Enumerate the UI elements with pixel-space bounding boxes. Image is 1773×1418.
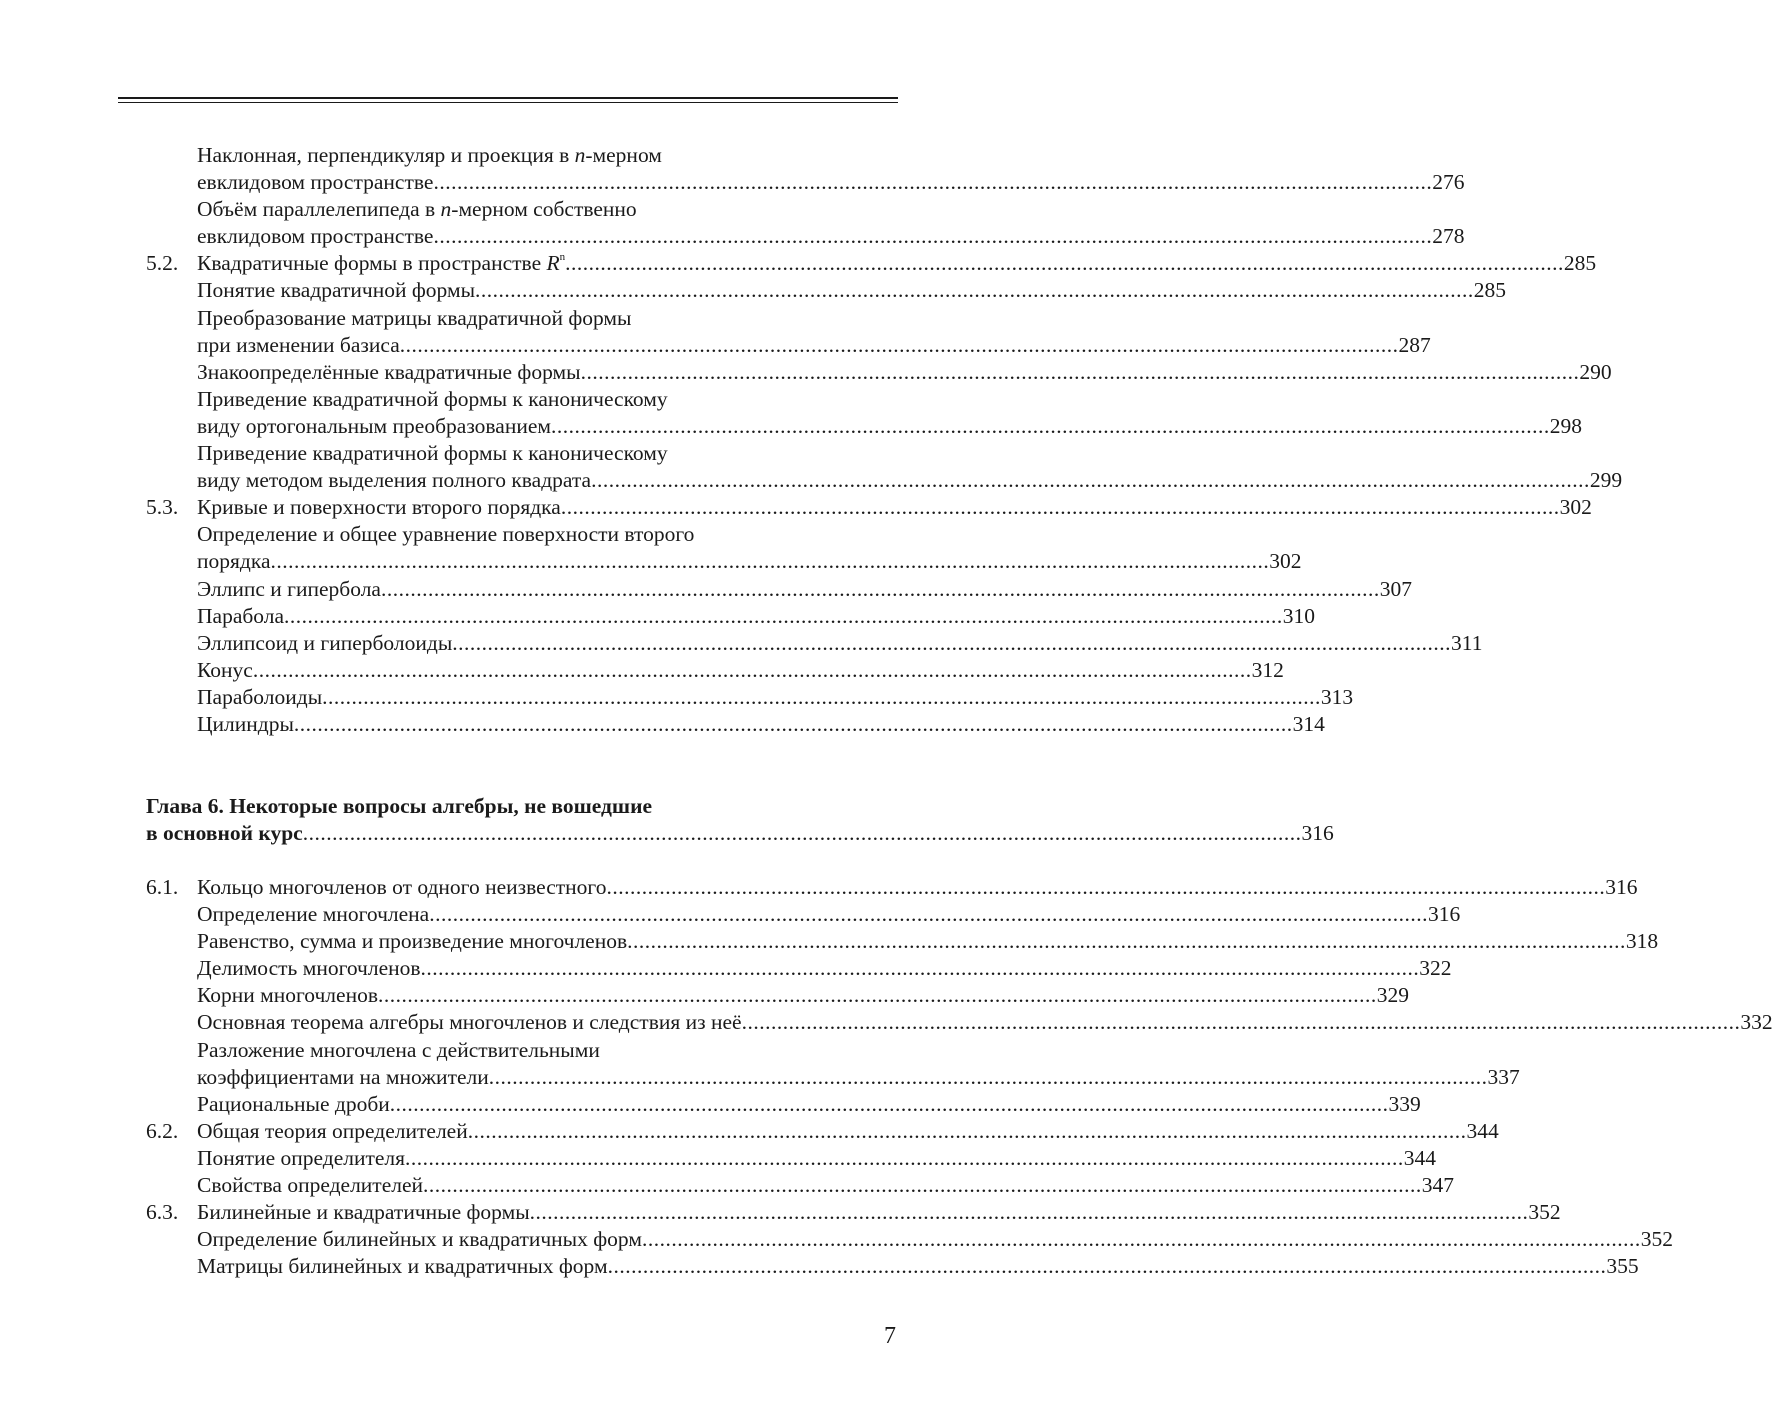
dot-leader: ..........................................................................................................................................................................: [284, 603, 1283, 628]
toc-entry-text: Определение многочлена: [197, 901, 429, 928]
dot-leader: ..........................................................................................................................................................................: [429, 902, 1428, 927]
toc-entry-line[interactable]: [146, 1226, 1673, 1253]
toc-entry-line[interactable]: [146, 630, 1483, 657]
toc-page-number: 311: [1451, 630, 1483, 655]
toc-page-number: 285: [1563, 251, 1597, 276]
toc-section-5-2[interactable]: [146, 250, 1597, 277]
dot-leader: ..........................................................................................................................................................................: [452, 630, 1452, 655]
section-number: 6.3.: [146, 1200, 179, 1225]
toc-page-number: 316: [1301, 821, 1334, 846]
dot-leader: ..........................................................................................................................................................................: [488, 1064, 1488, 1089]
toc-entry-line[interactable]: [146, 928, 1659, 955]
dot-leader: ..........................................................................................................................................................................: [551, 413, 1550, 438]
toc-entry-text: при изменении базиса: [197, 332, 400, 359]
section-title: Кольцо многочленов от одного неизвестного: [197, 874, 606, 901]
toc-page-number: 352: [1640, 1227, 1673, 1252]
toc-entry-line[interactable]: [146, 277, 1507, 304]
toc-entry-line[interactable]: [146, 1172, 1455, 1199]
dot-leader: ..........................................................................................................................................................................: [580, 359, 1580, 384]
toc-entry-text: Делимость многочленов: [197, 955, 421, 982]
toc-entry-line[interactable]: [146, 603, 1316, 630]
toc-page-number: 298: [1549, 413, 1583, 438]
toc-entry-text: порядка: [197, 548, 271, 575]
section-number: 6.1.: [146, 875, 179, 899]
toc-page-number: 347: [1421, 1173, 1455, 1198]
toc-entry-text: Конус: [197, 657, 253, 684]
toc-page-number: 302: [1559, 495, 1592, 520]
toc-entry-line: [146, 305, 856, 332]
toc-page-number: 278: [1432, 224, 1465, 249]
section-number: 5.3.: [146, 495, 179, 520]
toc-page-number: 355: [1606, 1254, 1639, 1279]
toc-page-number: 313: [1320, 684, 1354, 709]
chapter-title: Глава 6. Некоторые вопросы алгебры, не вошедшие: [146, 794, 652, 818]
dot-leader: ..........................................................................................................................................................................: [399, 332, 1399, 357]
toc-page-number: 339: [1388, 1091, 1421, 1116]
toc-entry-line: [146, 521, 856, 548]
toc-entry-line: [146, 440, 856, 467]
dot-leader: ..........................................................................................................................................................................: [433, 224, 1433, 249]
toc-page-number: 332: [1740, 1010, 1773, 1035]
chapter-title-line: [146, 793, 856, 820]
toc-entry-line[interactable]: [146, 711, 1325, 738]
section-title: Билинейные и квадратичные формы: [197, 1199, 530, 1226]
dot-leader: ..........................................................................................................................................................................: [565, 251, 1564, 276]
dot-leader: ..........................................................................................................................................................................: [467, 1118, 1467, 1143]
header-rule-thin: [118, 102, 898, 103]
dot-leader: ..........................................................................................................................................................................: [591, 468, 1590, 493]
toc-entry-line[interactable]: [146, 982, 1409, 1009]
section-title: Квадратичные формы в пространстве: [197, 251, 542, 276]
toc-page-number: 316: [1605, 875, 1638, 899]
dot-leader: ..........................................................................................................................................................................: [607, 1254, 1607, 1279]
toc-entry-line[interactable]: [146, 1009, 1773, 1036]
toc-entry-text: Эллипсоид и гиперболоиды: [197, 630, 452, 657]
toc-entry-line[interactable]: [146, 169, 1465, 196]
toc-page-number: 318: [1625, 929, 1659, 954]
toc-entry-text: Разложение многочлена с действительными: [197, 1037, 600, 1062]
toc-page-number: 312: [1251, 657, 1284, 682]
toc-page-number: 337: [1487, 1064, 1520, 1089]
toc-entry-text: Рациональные дроби: [197, 1091, 390, 1118]
toc-entry-line[interactable]: [146, 1064, 1520, 1091]
toc-entry-line[interactable]: [146, 576, 1412, 603]
math-R: R: [546, 251, 560, 276]
toc-entry-text: -мерном: [585, 143, 662, 167]
toc-entry-text: Знакоопределённые квадратичные формы: [197, 359, 581, 386]
toc-entry-text: виду ортогональным преобразованием: [197, 413, 551, 440]
dot-leader: ..........................................................................................................................................................................: [433, 170, 1433, 195]
toc-entry-line: [146, 386, 856, 413]
toc-entry-text: Понятие определителя: [197, 1145, 405, 1172]
toc-entry-text: Определение билинейных и квадратичных форм: [197, 1226, 642, 1253]
toc-entry-line: [146, 1037, 856, 1064]
toc-page-number: 276: [1432, 170, 1465, 195]
toc-entry-line[interactable]: [146, 955, 1452, 982]
dot-leader: ..........................................................................................................................................................................: [293, 711, 1293, 736]
toc-entry-text: евклидовом пространстве: [197, 169, 433, 196]
toc-entry-text: Цилиндры: [197, 711, 294, 738]
toc-entry-text: Приведение квадратичной формы к каноническому: [197, 441, 668, 466]
toc-entry-line[interactable]: [146, 1145, 1437, 1172]
toc-entry-line[interactable]: [146, 467, 1623, 494]
toc-page-number: 287: [1398, 332, 1431, 357]
toc-entry-text: Свойства определителей: [197, 1172, 423, 1199]
dot-leader: ..........................................................................................................................................................................: [560, 495, 1560, 520]
toc-section-6-1[interactable]: [146, 874, 1638, 901]
toc-entry-text: Объём параллелепипеда в: [197, 197, 436, 222]
dot-leader: ..........................................................................................................................................................................: [420, 956, 1420, 981]
toc-entry-text: Основная теорема алгебры многочленов и следствия из неё: [197, 1009, 742, 1036]
toc-block-chapter-5: [146, 142, 1623, 738]
dot-leader: ..........................................................................................................................................................................: [627, 929, 1626, 954]
toc-entry-line[interactable]: [146, 359, 1612, 386]
toc-entry-text: Наклонная, перпендикуляр и проекция в: [197, 143, 570, 167]
toc-entry-text: коэффициентами на множители: [197, 1064, 489, 1091]
toc-page-number: 344: [1403, 1145, 1437, 1170]
toc-entry-line[interactable]: [146, 332, 1431, 359]
toc-page-number: 344: [1466, 1118, 1499, 1143]
toc-page-number: 314: [1292, 711, 1325, 736]
toc-entry-text: Приведение квадратичной формы к каноническому: [197, 386, 668, 411]
toc-section-5-3[interactable]: [146, 494, 1592, 521]
chapter-title-line[interactable]: [146, 820, 1334, 847]
section-number: 5.2.: [146, 251, 179, 276]
math-n: n: [574, 143, 586, 167]
toc-page-number: 310: [1282, 603, 1316, 628]
toc-entry-text: -мерном собственно: [451, 197, 637, 222]
toc-entry-text: Равенство, сумма и произведение многочленов: [197, 928, 627, 955]
header-rule-thick: [118, 97, 898, 99]
toc-entry-line[interactable]: [146, 901, 1461, 928]
toc-entry-line[interactable]: [146, 413, 1583, 440]
toc-page-number: 307: [1379, 576, 1412, 601]
toc-page-number: 316: [1427, 902, 1461, 927]
toc-page-number: 329: [1376, 983, 1409, 1008]
page-number: 7: [884, 1323, 896, 1349]
toc-entry-line[interactable]: [146, 548, 1302, 575]
toc-entry-line: [146, 142, 856, 169]
toc-entry-text: Эллипс и гипербола: [197, 576, 381, 603]
dot-leader: ..........................................................................................................................................................................: [641, 1227, 1641, 1252]
section-title: Общая теория определителей: [197, 1118, 468, 1145]
toc-entry-text: Определение и общее уравнение поверхности второго: [197, 522, 695, 547]
toc-entry-line[interactable]: [146, 684, 1354, 711]
dot-leader: ..........................................................................................................................................................................: [378, 983, 1377, 1008]
toc-page-number: 299: [1589, 468, 1623, 493]
dot-leader: ..........................................................................................................................................................................: [405, 1145, 1404, 1170]
dot-leader: ..........................................................................................................................................................................: [302, 821, 1302, 846]
dot-leader: ..........................................................................................................................................................................: [529, 1200, 1529, 1225]
toc-entry-text: виду методом выделения полного квадрата: [197, 467, 591, 494]
toc-chapter-6-heading[interactable]: [146, 793, 1334, 847]
dot-leader: ..........................................................................................................................................................................: [380, 576, 1380, 601]
dot-leader: ..........................................................................................................................................................................: [252, 657, 1252, 682]
toc-entry-line[interactable]: [146, 657, 1284, 684]
toc-entry-text: евклидовом пространстве: [197, 223, 433, 250]
toc-page-number: 290: [1579, 359, 1612, 384]
toc-entry-text: Понятие квадратичной формы: [197, 277, 475, 304]
toc-page-number: 322: [1419, 956, 1452, 981]
dot-leader: ..........................................................................................................................................................................: [322, 684, 1321, 709]
toc-section-6-2[interactable]: [146, 1118, 1499, 1145]
math-n: n: [440, 197, 452, 222]
section-title: Кривые и поверхности второго порядка: [197, 494, 561, 521]
toc-entry-text: Парабола: [197, 603, 284, 630]
toc-entry-line[interactable]: [146, 1253, 1639, 1280]
toc-entry-text: Матрицы билинейных и квадратичных форм: [197, 1253, 608, 1280]
toc-entry-line[interactable]: [146, 223, 1465, 250]
dot-leader: ..........................................................................................................................................................................: [741, 1010, 1741, 1035]
dot-leader: ..........................................................................................................................................................................: [270, 549, 1270, 574]
toc-page-number: 302: [1269, 549, 1302, 574]
toc-entry-line: [146, 196, 856, 223]
toc-entry-text: Параболоиды: [197, 684, 322, 711]
dot-leader: ..........................................................................................................................................................................: [475, 278, 1474, 303]
toc-entry-text: Корни многочленов: [197, 982, 378, 1009]
toc-section-6-3[interactable]: [146, 1199, 1561, 1226]
dot-leader: ..........................................................................................................................................................................: [389, 1091, 1389, 1116]
toc-page-number: 285: [1473, 278, 1507, 303]
toc-entry-text: Преобразование матрицы квадратичной формы: [197, 305, 632, 330]
math-superscript-n: n: [559, 251, 566, 264]
toc-page-number: 352: [1528, 1200, 1561, 1225]
toc-block-chapter-6: [146, 874, 1773, 1280]
toc-entry-line[interactable]: [146, 1091, 1421, 1118]
section-number: 6.2.: [146, 1118, 179, 1143]
dot-leader: ..........................................................................................................................................................................: [606, 875, 1606, 899]
chapter-title: в основной курс: [146, 820, 303, 847]
dot-leader: ..........................................................................................................................................................................: [423, 1173, 1422, 1198]
